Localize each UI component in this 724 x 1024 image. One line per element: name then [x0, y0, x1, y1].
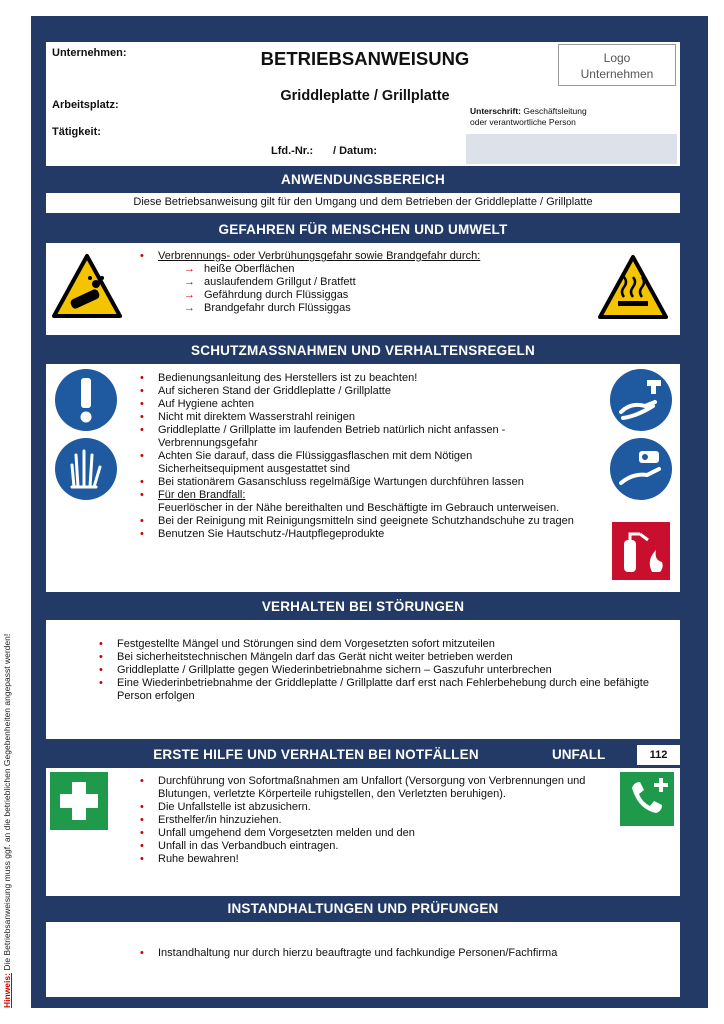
section-heading-protection: SCHUTZMASSNAHMEN UND VERHALTENSREGELN	[191, 343, 535, 358]
number-label: Lfd.-Nr.:	[271, 145, 314, 157]
signature-label: Unterschrift: Geschäftsleitung oder verantwortliche Person	[470, 106, 587, 127]
protection-list	[136, 372, 581, 541]
accident-label: UNFALL	[552, 747, 606, 762]
list-item: → auslaufendem Grillgut / Bratfett	[184, 276, 356, 288]
first-aid-cross-icon	[50, 772, 108, 830]
workplace-label: Arbeitsplatz:	[52, 99, 119, 111]
scope-text: Diese Betriebsanweisung gilt für den Umgang und dem Betrieben der Griddleplatte / Grillplatte	[133, 196, 593, 208]
list-item: • Benutzen Sie Hautschutz-/Hautpflegeprodukte	[136, 528, 581, 541]
list-item: • Die Unfallstelle ist abzusichern.	[136, 801, 606, 814]
emergency-number: 112	[637, 745, 680, 765]
list-item: → Brandgefahr durch Flüssiggas	[184, 302, 351, 314]
list-item: → heiße Oberflächen	[184, 263, 295, 275]
list-item: • Unfall umgehend dem Vorgesetzten melden und den	[136, 827, 606, 840]
document-title: BETRIEBSANWEISUNG	[260, 48, 470, 69]
section-heading-first-aid: ERSTE HILFE UND VERHALTEN BEI NOTFÄLLEN	[153, 747, 479, 762]
list-item: • Bei der Reinigung mit Reinigungsmitteln sind geeignete Schutzhandschuhe zu tragen	[136, 515, 581, 528]
date-label: / Datum:	[333, 145, 377, 157]
activity-label: Tätigkeit:	[52, 126, 101, 138]
list-item: • Nicht mit direktem Wasserstrahl reinigen	[136, 411, 581, 424]
list-item: • Achten Sie darauf, dass die Flüssiggasflaschen mit dem Nötigen Sicherheitsequipment ausgestattet sind	[136, 450, 581, 476]
list-item: • Für den Brandfall: Feuerlöscher in der Nähe bereithalten und Beschäftigte im Gebrauch unterweisen.	[136, 489, 581, 515]
logo-placeholder: Logo Unternehmen	[558, 44, 676, 86]
maintenance-list	[136, 947, 656, 960]
section-heading-hazards: GEFAHREN FÜR MENSCHEN UND UMWELT	[218, 222, 508, 237]
section-heading-scope: ANWENDUNGSBEREICH	[281, 172, 445, 187]
list-item: • Bei stationärem Gasanschluss regelmäßige Wartungen durchführen lassen	[136, 476, 581, 489]
list-item: • Verbrennungs- oder Verbrühungsgefahr sowie Brandgefahr durch: → heiße Oberflächen → auslaufendem Grillgut / Bratfett → Gefährdung durch Flüssiggas → Brandgefahr durch Flüssiggas	[136, 250, 556, 315]
wash-hands-icon	[609, 368, 673, 432]
list-item: • Auf Hygiene achten	[136, 398, 581, 411]
list-item: • Eine Wiederinbetriebnahme der Griddleplatte / Grillplatte darf erst nach Fehlerbehebung durch eine befähigte Person erfolgen	[95, 677, 665, 703]
list-item: • Ersthelfer/in hinzuziehen.	[136, 814, 606, 827]
gas-cylinder-warning-icon	[52, 254, 122, 318]
list-item: • Unfall in das Verbandbuch eintragen.	[136, 840, 606, 853]
fire-extinguisher-icon	[612, 522, 670, 580]
list-item: • Bedienungsanleitung des Herstellers ist zu beachten!	[136, 372, 581, 385]
list-item: • Durchführung von Sofortmaßnahmen am Unfallort (Versorgung von Verbrennungen und Blutungen, verletzte Körperteile ruhigstellen, den Verletzten beruhigen).	[136, 775, 606, 801]
list-item: • Auf sicheren Stand der Griddleplatte / Grillplatte	[136, 385, 581, 398]
malfunction-list	[95, 638, 665, 703]
first-aid-list	[136, 775, 606, 866]
company-label: Unternehmen:	[52, 47, 127, 59]
list-item: • Griddleplatte / Grillplatte gegen Wiederinbetriebnahme sichern – Gaszufuhr unterbrechen	[95, 664, 665, 677]
list-item: • Bei sicherheitstechnischen Mängeln darf das Gerät nicht weiter betrieben werden	[95, 651, 665, 664]
section-heading-maintenance: INSTANDHALTUNGEN UND PRÜFUNGEN	[227, 901, 499, 916]
list-item: • Instandhaltung nur durch hierzu beauftragte und fachkundige Personen/Fachfirma	[136, 947, 656, 960]
hazards-list	[136, 250, 556, 315]
mandatory-instruction-icon	[54, 368, 118, 432]
document-subtitle: Griddleplatte / Grillplatte	[280, 88, 450, 104]
list-item: • Ruhe bewahren!	[136, 853, 606, 866]
wear-gloves-icon	[54, 437, 118, 501]
emergency-phone-icon	[620, 772, 674, 826]
list-item: • Griddleplatte / Grillplatte im laufenden Betrieb natürlich nicht anfassen - Verbrennungsgefahr	[136, 424, 581, 450]
side-note: Hinweis: Die Betriebsanweisung muss ggf. an die betrieblichen Gegebenheiten angepasst werden!	[2, 633, 12, 1008]
skin-protection-icon	[609, 437, 673, 501]
section-heading-malfunction: VERHALTEN BEI STÖRUNGEN	[261, 599, 465, 614]
list-item: • Festgestellte Mängel und Störungen sind dem Vorgesetzten sofort mitzuteilen	[95, 638, 665, 651]
list-item: → Gefährdung durch Flüssiggas	[184, 289, 349, 301]
signature-field[interactable]	[466, 134, 677, 164]
hot-surface-warning-icon	[598, 255, 668, 319]
